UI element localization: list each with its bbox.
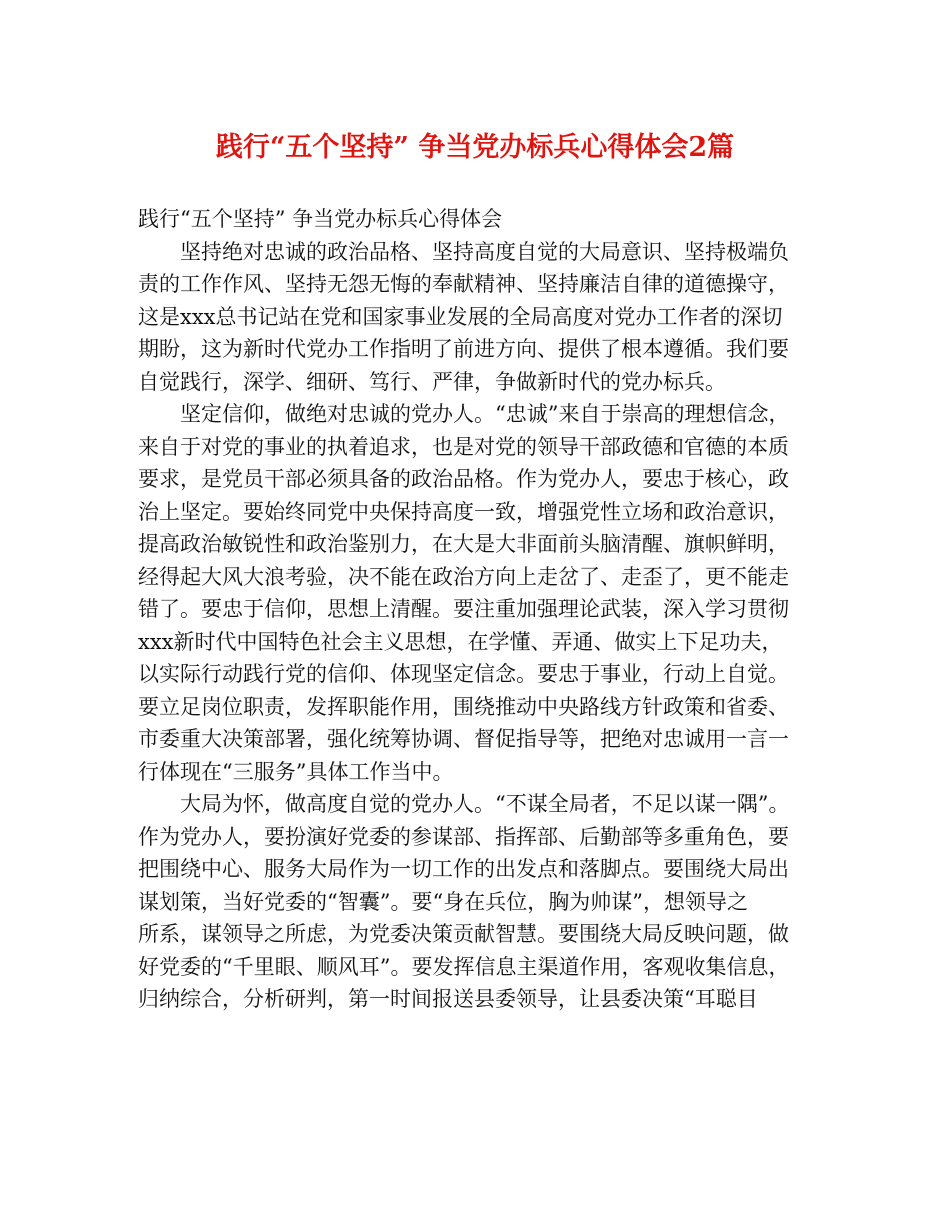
body-line: 行体现在“三服务”具体工作当中。 [138,759,454,784]
body-line: 作为党办人，要扮演好党委的参谋部、指挥部、后勤部等多重角色，要 [138,824,789,849]
body-line: 要求，是党员干部必须具备的政治品格。作为党办人，要忠于核心，政 [138,467,789,491]
body-line: xxx新时代中国特色社会主义思想，在学懂、弄通、做实上下足功夫， [138,629,783,654]
body-line: 践行“五个坚持” 争当党办标兵心得体会 [138,207,503,231]
body-line: 自觉践行，深学、细研、笃行、严律，争做新时代的党办标兵。 [138,369,726,394]
body-line: 市委重大决策部署，强化统筹协调、督促指导等，把绝对忠诚用一言一 [138,727,789,751]
body-line: 归纳综合，分析研判，第一时间报送县委领导，让县委决策“耳聪目 [138,987,758,1011]
body-line: 坚持绝对忠诚的政治品格、坚持高度自觉的大局意识、坚持极端负 [138,239,789,264]
body-line: 来自于对党的事业的执着追求，也是对党的领导干部政德和官德的本质 [138,434,789,459]
document-title: 践行“五个坚持” 争当党办标兵心得体会2篇 [215,132,735,163]
body-line: 提高政治敏锐性和政治鉴别力，在大是大非面前头脑清醒、旗帜鲜明， [138,532,789,556]
body-line: 所系，谋领导之所虑，为党委决策贡献智慧。要围绕大局反映问题，做 [138,922,789,946]
body-line: 期盼，这为新时代党办工作指明了前进方向、提供了根本遵循。我们要 [138,337,789,361]
body-line: 责的工作作风、坚持无怨无悔的奉献精神、坚持廉洁自律的道德操守， [138,272,789,296]
body-line: 错了。要忠于信仰，思想上清醒。要注重加强理论武装，深入学习贯彻 [138,597,789,621]
body-line: 要立足岗位职责，发挥职能作用，围绕推动中央路线方针政策和省委、 [138,694,789,719]
body-line: 大局为怀，做高度自觉的党办人。“不谋全局者，不足以谋一隅”。 [138,792,790,816]
body-line: 以实际行动践行党的信仰、体现坚定信念。要忠于事业，行动上自觉。 [138,662,789,686]
body-line: 把围绕中心、服务大局作为一切工作的出发点和落脚点。要围绕大局出 [138,857,789,881]
body-line: 好党委的“千里眼、顺风耳”。要发挥信息主渠道作用，客观收集信息， [138,954,790,979]
body-line: 经得起大风大浪考验，决不能在政治方向上走岔了、走歪了，更不能走 [138,564,789,589]
body-line: 治上坚定。要始终同党中央保持高度一致，增强党性立场和政治意识， [138,499,789,524]
body-line: 谋划策，当好党委的“智囊”。要“身在兵位，胸为帅谋”，想领导之 [138,889,748,914]
body-line: 这是xxx总书记站在党和国家事业发展的全局高度对党办工作者的深切 [138,304,783,329]
body-line: 坚定信仰，做绝对忠诚的党办人。“忠诚”来自于崇高的理想信念， [138,402,790,426]
document-body [138,203,828,1016]
